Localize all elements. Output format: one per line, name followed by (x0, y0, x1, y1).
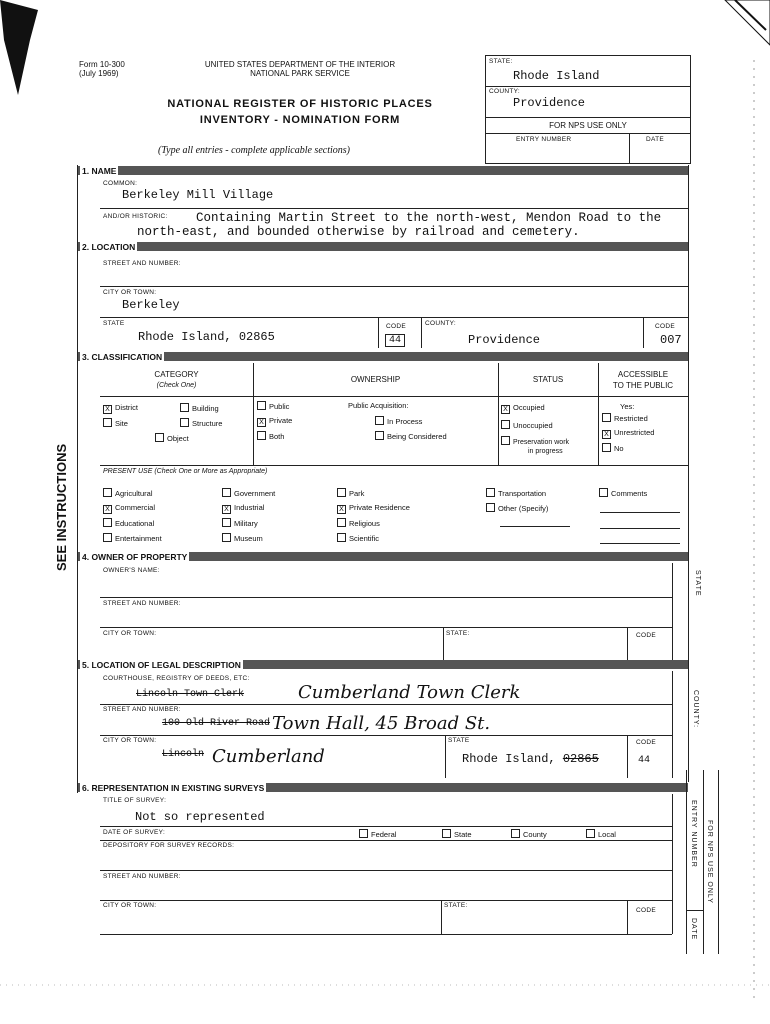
transportation-checkbox[interactable]: Transportation (486, 488, 546, 498)
private-checkbox[interactable]: X Private (257, 416, 292, 427)
county-value-2: Providence (468, 333, 541, 347)
museum-checkbox[interactable]: Museum (222, 533, 263, 543)
government-checkbox[interactable]: Government (222, 488, 275, 498)
section-4-heading: 4. OWNER OF PROPERTY (82, 552, 188, 562)
instruction: (Type all entries - complete applicable sections) (158, 145, 350, 156)
private-residence-checkbox[interactable]: X Private Residence (337, 503, 410, 514)
agency: UNITED STATES DEPARTMENT OF THE INTERIOR NATIONAL PARK SERVICE (204, 60, 396, 78)
page-title: NATIONAL REGISTER OF HISTORIC PLACES INVENTORY - NOMINATION FORM (167, 98, 433, 126)
legal-code: 44 (638, 755, 651, 766)
county-code: 007 (660, 333, 682, 347)
public-checkbox[interactable]: Public (257, 401, 289, 411)
site-checkbox[interactable]: Site (103, 418, 128, 428)
county-value: Providence (513, 96, 586, 110)
survey-title: Not so represented (135, 810, 265, 824)
local-checkbox[interactable]: Local (586, 829, 616, 839)
being-considered-checkbox[interactable]: Being Considered (375, 431, 447, 441)
no-checkbox[interactable]: No (602, 443, 624, 453)
city-struck: Lincoln (162, 749, 205, 760)
educational-checkbox[interactable]: Educational (103, 518, 154, 528)
public-acquisition-label: Public Acquisition: (348, 401, 409, 410)
state-box: STATE: Rhode Island COUNTY: Providence FOR NPS USE ONLY ENTRY NUMBER DATE (485, 55, 691, 164)
courthouse-struck: Lincoln Town Clerk (136, 689, 245, 700)
city-value: Berkeley (122, 298, 180, 312)
district-checkbox[interactable]: X District (103, 403, 138, 414)
military-checkbox[interactable]: Military (222, 518, 258, 528)
street-struck: 100 Old River Road (162, 718, 271, 729)
section-5-heading: 5. LOCATION OF LEGAL DESCRIPTION (82, 660, 241, 670)
owner-state-side: STATE (694, 570, 701, 597)
section-2-heading: 2. LOCATION (82, 242, 136, 252)
building-checkbox[interactable]: Building (180, 403, 219, 413)
legal-county-side: COUNTY: (692, 690, 699, 729)
restricted-checkbox[interactable]: Restricted (602, 413, 648, 423)
unrestricted-checkbox[interactable]: X Unrestricted (602, 428, 654, 439)
object-checkbox[interactable]: Object (155, 433, 189, 443)
both-checkbox[interactable]: Both (257, 431, 284, 441)
entertainment-checkbox[interactable]: Entertainment (103, 533, 162, 543)
unoccupied-checkbox[interactable]: Unoccupied (501, 420, 553, 430)
occupied-checkbox[interactable]: X Occupied (501, 403, 545, 414)
section-6-heading: 6. REPRESENTATION IN EXISTING SURVEYS (82, 783, 265, 793)
section-bar (78, 166, 688, 175)
preservation-checkbox[interactable]: Preservation work (501, 436, 569, 446)
state-zip: Rhode Island, 02865 (138, 330, 275, 344)
date-side: DATE (690, 918, 697, 941)
agricultural-checkbox[interactable]: Agricultural (103, 488, 153, 498)
historic-name: Containing Martin Street to the north-west, Mendon Road to the (196, 211, 662, 225)
other-checkbox[interactable]: Other (Specify) (486, 503, 548, 513)
present-use-label: PRESENT USE (Check One or More as Appropriate) (103, 468, 268, 475)
scientific-checkbox[interactable]: Scientific (337, 533, 379, 543)
in-process-checkbox[interactable]: In Process (375, 416, 422, 426)
nps-use-side: FOR NPS USE ONLY (706, 820, 713, 904)
religious-checkbox[interactable]: Religious (337, 518, 380, 528)
industrial-checkbox[interactable]: X Industrial (222, 503, 264, 514)
structure-checkbox[interactable]: Structure (180, 418, 222, 428)
state-code: 44 (385, 334, 405, 347)
federal-checkbox[interactable]: Federal (359, 829, 396, 839)
state-value: Rhode Island (513, 69, 600, 83)
section-1-heading: 1. NAME (82, 166, 117, 176)
see-instructions: SEE INSTRUCTIONS (54, 443, 69, 571)
entry-number-side: ENTRY NUMBER (690, 800, 697, 868)
section-3-heading: 3. CLASSIFICATION (82, 352, 163, 362)
commercial-checkbox[interactable]: X Commercial (103, 503, 155, 514)
park-checkbox[interactable]: Park (337, 488, 364, 498)
common-name: Berkeley Mill Village (122, 188, 274, 202)
comments-checkbox[interactable]: Comments (599, 488, 647, 498)
courthouse-handwritten: Cumberland Town Clerk (298, 682, 521, 703)
legal-state: Rhode Island, 02865 (462, 752, 599, 766)
state-checkbox[interactable]: State (442, 829, 472, 839)
county-checkbox[interactable]: County (511, 829, 547, 839)
city-handwritten: Cumberland (212, 746, 325, 767)
historic-name-line2: north-east, and bounded otherwise by railroad and cemetery. (137, 225, 580, 239)
form-number: Form 10-300 (July 1969) (79, 60, 125, 78)
street-handwritten: Town Hall, 45 Broad St. (272, 713, 491, 734)
